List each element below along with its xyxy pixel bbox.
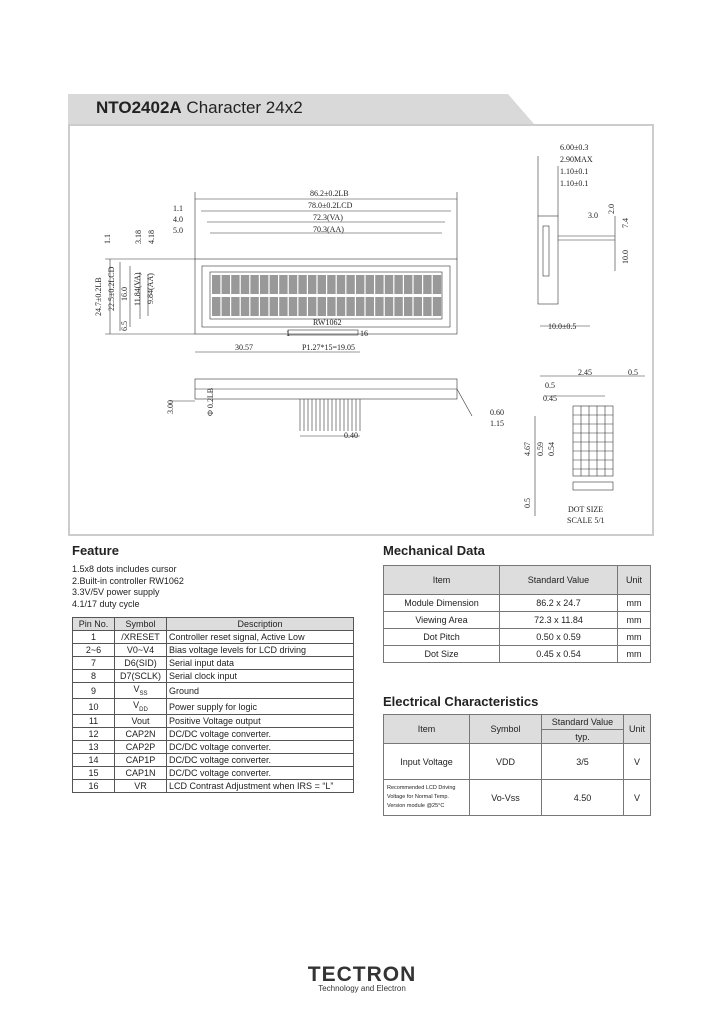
table-row xyxy=(73,715,354,728)
character-cell xyxy=(423,297,431,316)
mech-unit: mm xyxy=(618,595,651,612)
bottom-dim-4: 1.15 xyxy=(490,419,504,428)
pin-symbol xyxy=(115,631,167,644)
bottom-dim-2: Φ 0.2LB xyxy=(206,387,215,416)
table-row xyxy=(73,670,354,683)
pin-symbol xyxy=(115,741,167,754)
pin-symbol xyxy=(115,683,167,699)
table-row xyxy=(73,631,354,644)
dim-top-1: 3.18 xyxy=(134,230,143,244)
pin-desc: Positive Voltage output xyxy=(167,715,354,728)
pin-table xyxy=(72,617,354,793)
mech-item: Viewing Area xyxy=(384,612,500,629)
character-cell xyxy=(375,297,383,316)
dim-va: 72.3(VA) xyxy=(313,213,343,222)
dot-dim-2: 0.5 xyxy=(628,368,638,377)
pin-symbol xyxy=(115,715,167,728)
character-cell xyxy=(231,275,239,294)
character-cell xyxy=(356,275,364,294)
character-cell xyxy=(279,297,287,316)
pin-desc: Ground xyxy=(167,683,354,699)
dim-v-2: 22.5±0.2LCD xyxy=(107,266,116,311)
character-cell xyxy=(250,297,258,316)
mech-header-value: Standard Value xyxy=(500,566,618,595)
symbol-text: CAP1N xyxy=(125,768,156,778)
side-small-2: 3.0 xyxy=(588,211,598,220)
elec-item-line: Voltage for Normal Temp. xyxy=(387,794,449,800)
mech-item: Dot Size xyxy=(384,646,500,663)
pin-no: 9 xyxy=(73,683,115,699)
character-cell xyxy=(250,275,258,294)
character-cell xyxy=(366,275,374,294)
bottom-dim-1: 3.00 xyxy=(166,400,175,414)
character-cell xyxy=(385,275,393,294)
character-cell xyxy=(337,275,345,294)
mech-value: 0.50 x 0.59 xyxy=(500,629,618,646)
pin-last-label: 16 xyxy=(360,329,368,338)
pin-symbol xyxy=(115,780,167,793)
symbol-text: VR xyxy=(134,781,147,791)
dot-dim-7: 0.54 xyxy=(547,442,556,456)
symbol-text: V0~V4 xyxy=(126,645,155,655)
character-cell xyxy=(318,275,326,294)
header-band xyxy=(68,94,534,124)
mech-value: 86.2 x 24.7 xyxy=(500,595,618,612)
table-row xyxy=(73,754,354,767)
pin-no: 13 xyxy=(73,741,115,754)
model-name: NTO2402A xyxy=(96,98,182,117)
dim-outline: 86.2±0.2LB xyxy=(310,189,349,198)
side-dim-2: 2.90MAX xyxy=(560,155,593,164)
dim-v-1: 24.7±0.2LB xyxy=(94,277,103,316)
character-cell xyxy=(289,275,297,294)
pin-symbol xyxy=(115,699,167,715)
elec-unit: V xyxy=(624,780,651,816)
mech-unit: mm xyxy=(618,612,651,629)
dot-dim-1: 2.45 xyxy=(578,368,592,377)
elec-value: 3/5 xyxy=(542,744,624,780)
symbol-text: D7(SCLK) xyxy=(119,671,161,681)
character-cell xyxy=(327,297,335,316)
symbol-text: CAP1P xyxy=(125,755,156,765)
mech-item: Module Dimension xyxy=(384,595,500,612)
feature-item: 2.Built-in controller RW1062 xyxy=(72,575,184,586)
character-cell xyxy=(346,297,354,316)
drawing-frame xyxy=(68,124,654,536)
character-cell xyxy=(212,297,220,316)
character-cell xyxy=(270,275,278,294)
pin-no: 7 xyxy=(73,657,115,670)
dot-matrix-grid xyxy=(573,406,613,490)
character-cell xyxy=(394,297,402,316)
table-row xyxy=(384,629,651,646)
pin-desc: Power supply for logic xyxy=(167,699,354,715)
pin-no: 12 xyxy=(73,728,115,741)
character-cell xyxy=(366,297,374,316)
character-cell xyxy=(337,297,345,316)
symbol-text: /XRESET xyxy=(121,632,160,642)
character-cell xyxy=(394,275,402,294)
table-row xyxy=(384,595,651,612)
pin-offset: 30.57 xyxy=(235,343,253,352)
character-cell xyxy=(298,275,306,294)
character-cell xyxy=(356,297,364,316)
side-dim-1: 6.00±0.3 xyxy=(560,143,589,152)
side-small-1: 2.0 xyxy=(607,204,616,214)
mech-unit: mm xyxy=(618,646,651,663)
mechanical-title: Mechanical Data xyxy=(383,543,485,558)
table-row xyxy=(73,728,354,741)
symbol-text: CAP2P xyxy=(125,742,156,752)
pin-first-label: 1 xyxy=(286,329,290,338)
table-row xyxy=(73,780,354,793)
mech-header-unit: Unit xyxy=(618,566,651,595)
dot-dim-3: 0.5 xyxy=(545,381,555,390)
symbol-subscript: DD xyxy=(139,706,148,713)
elec-item xyxy=(384,780,470,816)
dim-top-3: 1.1 xyxy=(103,234,112,244)
pin-symbol xyxy=(115,670,167,683)
mechanical-drawing xyxy=(70,126,656,538)
table-row xyxy=(73,683,354,699)
bottom-dim-5: 0.40 xyxy=(344,431,358,440)
elec-symbol: Vo-Vss xyxy=(470,780,542,816)
logo-name: TECTRON xyxy=(307,963,417,986)
dot-dim-6: 0.59 xyxy=(536,442,545,456)
dim-v-5: 9.84(AA) xyxy=(146,273,155,304)
dim-left-3: 5.0 xyxy=(173,226,183,235)
elec-unit: V xyxy=(624,744,651,780)
elec-header-symbol: Symbol xyxy=(470,715,542,744)
character-cell xyxy=(327,275,335,294)
symbol-text: V xyxy=(133,684,140,695)
mech-item: Dot Pitch xyxy=(384,629,500,646)
table-row xyxy=(384,744,651,780)
dim-left-2: 4.0 xyxy=(173,215,183,224)
character-cell xyxy=(404,297,412,316)
table-row xyxy=(384,646,651,663)
dim-v-4: 11.84(VA) xyxy=(133,272,142,306)
pin-no: 1 xyxy=(73,631,115,644)
dim-top-2: 4.18 xyxy=(147,230,156,244)
mech-unit: mm xyxy=(618,629,651,646)
table-row xyxy=(73,767,354,780)
character-cell xyxy=(318,297,326,316)
dot-size-label: DOT SIZE xyxy=(568,505,604,514)
character-cell xyxy=(433,275,441,294)
elec-item: Input Voltage xyxy=(384,744,470,780)
pin-desc: Bias voltage levels for LCD driving xyxy=(167,644,354,657)
elec-header-std: Standard Value xyxy=(542,715,624,730)
elec-header-item: Item xyxy=(384,715,470,744)
character-cell xyxy=(260,275,268,294)
character-cell xyxy=(385,297,393,316)
scale-label: SCALE 5/1 xyxy=(567,516,605,525)
pin-no: 10 xyxy=(73,699,115,715)
character-cell xyxy=(231,297,239,316)
character-cell xyxy=(298,297,306,316)
pin-desc: DC/DC voltage converter. xyxy=(167,754,354,767)
lcd-character-cells xyxy=(212,275,441,316)
pin-desc: Serial clock input xyxy=(167,670,354,683)
pin-desc: DC/DC voltage converter. xyxy=(167,728,354,741)
character-cell xyxy=(212,275,220,294)
dot-dim-8: 0.5 xyxy=(523,498,532,508)
pin-no: 16 xyxy=(73,780,115,793)
feature-item: 1.5x8 dots includes cursor xyxy=(72,564,177,574)
character-cell xyxy=(270,297,278,316)
elec-header-row-1 xyxy=(384,715,651,730)
table-row xyxy=(73,644,354,657)
controller-label: RW1062 xyxy=(313,318,342,327)
pin-symbol xyxy=(115,644,167,657)
pin-header-pin: Pin No. xyxy=(73,618,115,631)
feature-title: Feature xyxy=(72,543,119,558)
table-row xyxy=(73,741,354,754)
elec-value: 4.50 xyxy=(542,780,624,816)
model-type: Character 24x2 xyxy=(186,98,303,117)
bottom-dim-3: 0.60 xyxy=(490,408,504,417)
table-row xyxy=(73,657,354,670)
pin-desc: Controller reset signal, Active Low xyxy=(167,631,354,644)
mech-value: 72.3 x 11.84 xyxy=(500,612,618,629)
character-cell xyxy=(308,297,316,316)
character-cell xyxy=(222,275,230,294)
symbol-text: CAP2N xyxy=(125,729,156,739)
symbol-subscript: SS xyxy=(139,690,148,697)
dim-v-6: 6.5 xyxy=(120,321,129,331)
mech-value: 0.45 x 0.54 xyxy=(500,646,618,663)
dim-lcd: 78.0±0.2LCD xyxy=(308,201,353,210)
pin-pitch: P1.27*15=19.05 xyxy=(302,343,355,352)
dot-dim-4: 0.45 xyxy=(543,394,557,403)
feature-item: 4.1/17 duty cycle xyxy=(72,598,140,609)
feature-item: 3.3V/5V power supply xyxy=(72,587,160,597)
symbol-text: V xyxy=(133,700,140,711)
mech-header xyxy=(384,566,651,595)
pin-no: 8 xyxy=(73,670,115,683)
side-dim-3: 1.10±0.1 xyxy=(560,167,589,176)
pin-table-header xyxy=(73,618,354,631)
table-row xyxy=(73,699,354,715)
pin-desc: DC/DC voltage converter. xyxy=(167,767,354,780)
electrical-table xyxy=(383,714,651,816)
pin-desc: Serial input data xyxy=(167,657,354,670)
elec-header-typ: typ. xyxy=(542,730,624,744)
character-cell xyxy=(241,275,249,294)
pin-header xyxy=(300,399,360,431)
character-cell xyxy=(423,275,431,294)
character-cell xyxy=(222,297,230,316)
mechanical-table xyxy=(383,565,651,663)
pin-symbol xyxy=(115,728,167,741)
pin-no: 2~6 xyxy=(73,644,115,657)
character-cell xyxy=(289,297,297,316)
dim-aa: 70.3(AA) xyxy=(313,225,344,234)
pin-symbol xyxy=(115,767,167,780)
pin-no: 15 xyxy=(73,767,115,780)
character-cell xyxy=(433,297,441,316)
elec-symbol: VDD xyxy=(470,744,542,780)
character-cell xyxy=(308,275,316,294)
dim-left-1: 1.1 xyxy=(173,204,183,213)
symbol-text: D6(SID) xyxy=(124,658,157,668)
character-cell xyxy=(279,275,287,294)
table-row xyxy=(384,612,651,629)
pin-no: 14 xyxy=(73,754,115,767)
symbol-text: Vout xyxy=(131,716,150,726)
feature-list xyxy=(72,564,184,610)
company-logo xyxy=(300,964,424,993)
pin-symbol xyxy=(115,657,167,670)
character-cell xyxy=(414,275,422,294)
pin-desc: LCD Contrast Adjustment when IRS = “L” xyxy=(167,780,354,793)
pin-header-symbol: Symbol xyxy=(115,618,167,631)
pin-no: 11 xyxy=(73,715,115,728)
dot-dim-5: 4.67 xyxy=(523,442,532,456)
page-title xyxy=(96,98,303,118)
pin-header-description: Description xyxy=(167,618,354,631)
character-cell xyxy=(375,275,383,294)
table-row xyxy=(384,780,651,816)
elec-item-line: Version module @25°C xyxy=(387,803,445,809)
side-dim-4: 1.10±0.1 xyxy=(560,179,589,188)
character-cell xyxy=(346,275,354,294)
side-small-3: 7.4 xyxy=(621,218,630,228)
elec-header-unit: Unit xyxy=(624,715,651,744)
side-bottom-dim: 10.0±0.5 xyxy=(548,322,577,331)
elec-item-line: Recommended LCD Driving xyxy=(387,785,456,791)
character-cell xyxy=(414,297,422,316)
mech-header-item: Item xyxy=(384,566,500,595)
character-cell xyxy=(241,297,249,316)
character-cell xyxy=(260,297,268,316)
electrical-title: Electrical Characteristics xyxy=(383,694,539,709)
side-small-4: 10.0 xyxy=(621,250,630,264)
pin-symbol xyxy=(115,754,167,767)
dim-v-3: 16.0 xyxy=(120,287,129,301)
pin-desc: DC/DC voltage converter. xyxy=(167,741,354,754)
character-cell xyxy=(404,275,412,294)
logo-tagline: Technology and Electron xyxy=(318,984,406,993)
